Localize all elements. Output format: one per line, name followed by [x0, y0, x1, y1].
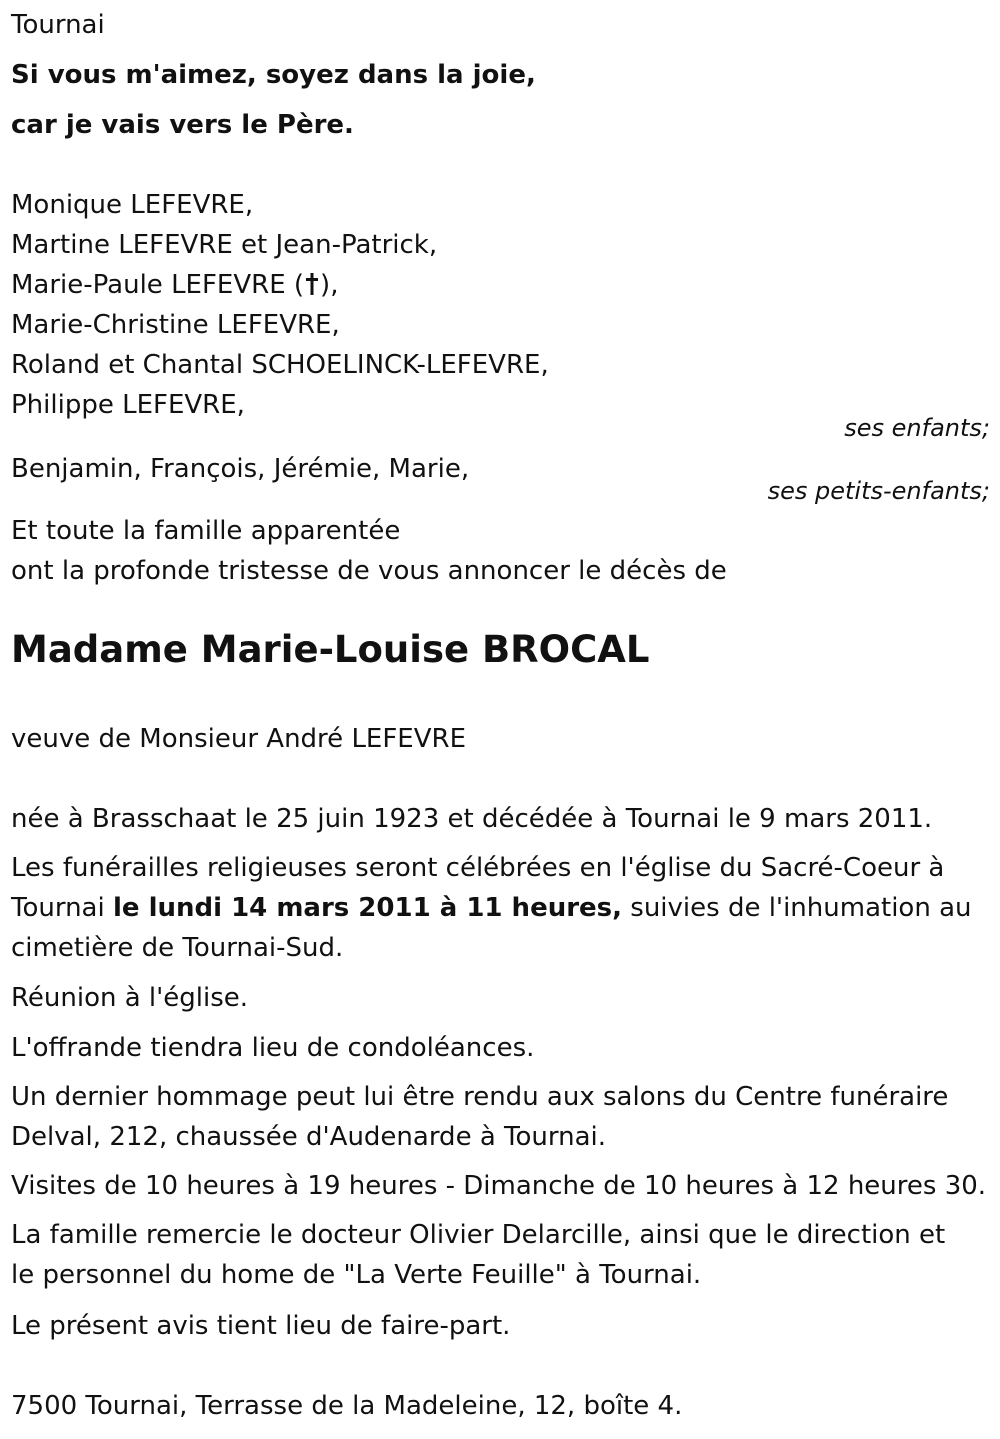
meeting-line: Réunion à l'église. — [11, 983, 249, 1013]
children-label: ses enfants; — [844, 414, 990, 442]
homage-line-1: Un dernier hommage peut lui être rendu aux salons du Centre funéraire — [11, 1082, 949, 1112]
child-name-text: Marie-Paule LEFEVRE ( — [11, 270, 305, 300]
address-line: 7500 Tournai, Terrasse de la Madeleine, 12, boîte 4. — [11, 1391, 683, 1421]
funeral-line-2-prefix: Tournai — [11, 893, 113, 923]
child-name-suffix: ), — [320, 270, 339, 300]
child-name-deceased — [11, 268, 338, 302]
child-name: Philippe LEFEVRE, — [11, 390, 245, 420]
notice-line: Le présent avis tient lieu de faire-part. — [11, 1311, 511, 1341]
funeral-line-2 — [11, 891, 971, 925]
quote-line-1: Si vous m'aimez, soyez dans la joie, — [11, 60, 536, 90]
child-name: Monique LEFEVRE, — [11, 190, 254, 220]
spouse-line: veuve de Monsieur André LEFEVRE — [11, 724, 467, 754]
deceased-name: Madame Marie-Louise BROCAL — [11, 628, 650, 671]
grandchildren-label: ses petits-enfants; — [767, 477, 990, 505]
thanks-line-2: le personnel du home de "La Verte Feuille" à Tournai. — [11, 1260, 702, 1290]
funeral-line-1: Les funérailles religieuses seront célébrées en l'église du Sacré-Coeur à — [11, 853, 945, 883]
thanks-line-1: La famille remercie le docteur Olivier Delarcille, ainsi que le direction et — [11, 1220, 946, 1250]
latin-cross-icon — [305, 272, 319, 296]
funeral-date: le lundi 14 mars 2011 à 11 heures, — [112, 893, 623, 923]
quote-line-2: car je vais vers le Père. — [11, 110, 354, 140]
funeral-line-3: cimetière de Tournai-Sud. — [11, 933, 344, 963]
family-line-1: Et toute la famille apparentée — [11, 516, 401, 546]
birth-death-line: née à Brasschaat le 25 juin 1923 et décédée à Tournai le 9 mars 2011. — [11, 804, 933, 834]
grandchildren-names: Benjamin, François, Jérémie, Marie, — [11, 454, 470, 484]
child-name: Marie-Christine LEFEVRE, — [11, 310, 340, 340]
visits-line: Visites de 10 heures à 19 heures - Dimanche de 10 heures à 12 heures 30. — [11, 1171, 987, 1201]
offering-line: L'offrande tiendra lieu de condoléances. — [11, 1033, 535, 1063]
city-heading: Tournai — [11, 10, 105, 40]
homage-line-2: Delval, 212, chaussée d'Audenarde à Tournai. — [11, 1122, 607, 1152]
funeral-line-2-suffix: suivies de l'inhumation au — [622, 893, 972, 923]
child-name: Roland et Chantal SCHOELINCK-LEFEVRE, — [11, 350, 549, 380]
family-line-2: ont la profonde tristesse de vous annoncer le décès de — [11, 556, 727, 586]
child-name: Martine LEFEVRE et Jean-Patrick, — [11, 230, 438, 260]
